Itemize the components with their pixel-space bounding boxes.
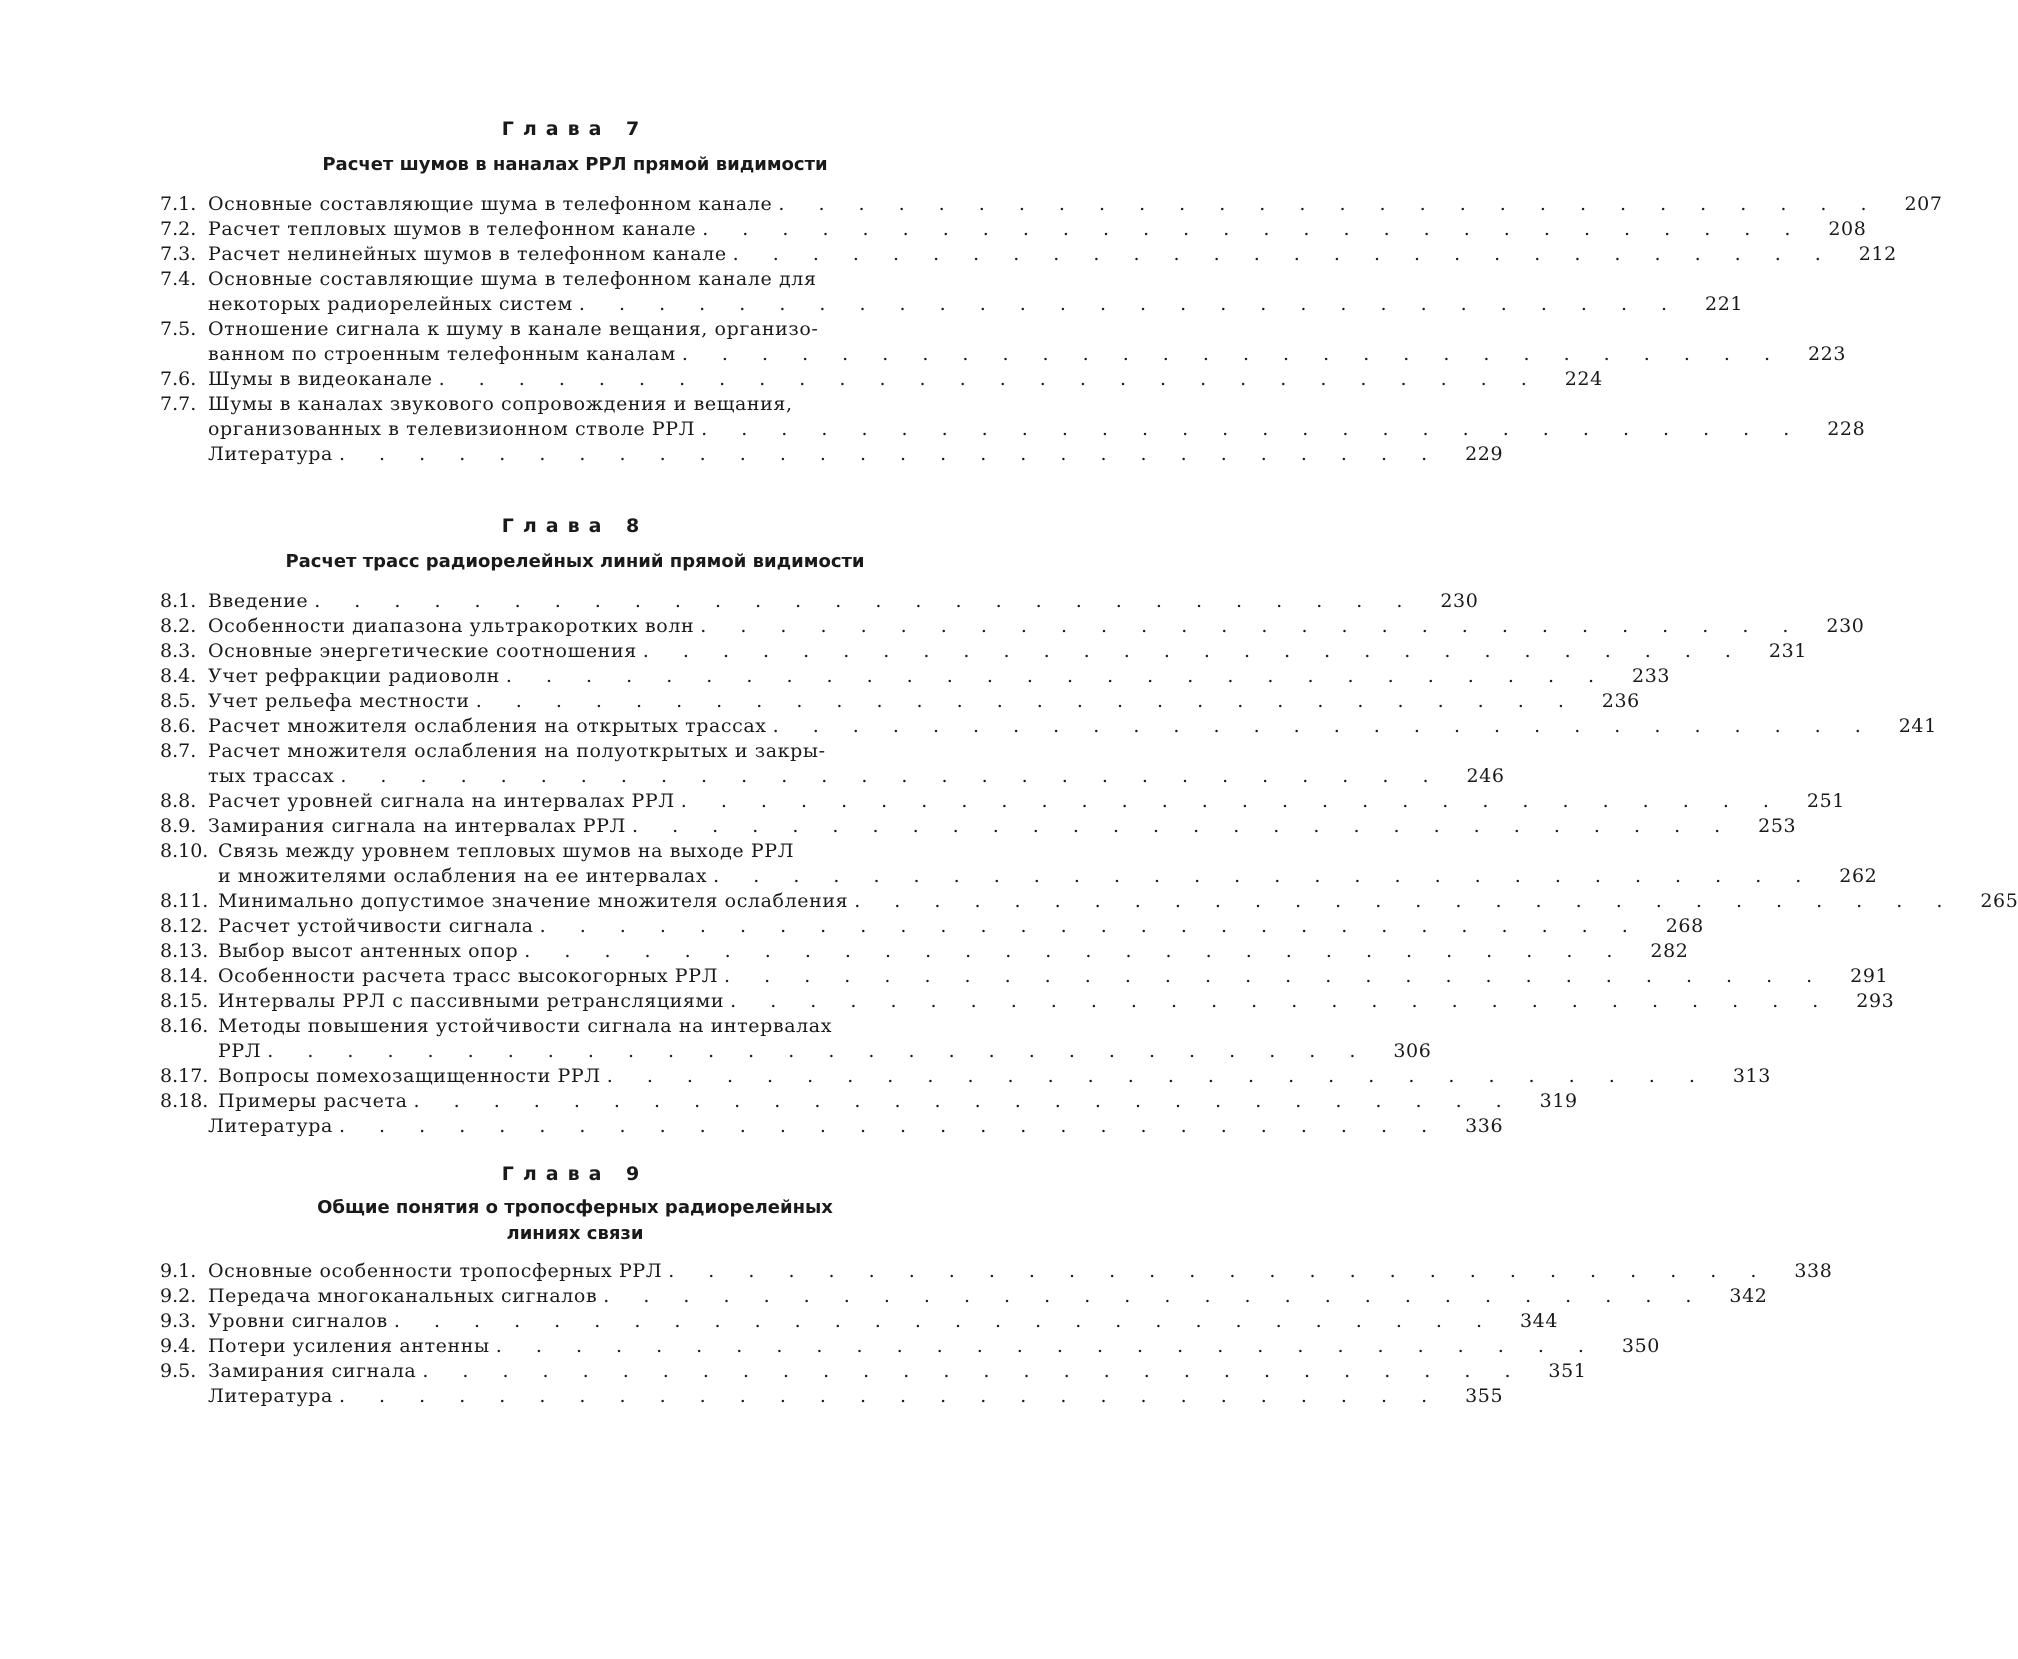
section-title-line <box>208 317 1846 342</box>
chapter-title <box>160 1195 990 1247</box>
section-title-line <box>208 392 1865 417</box>
toc-entry[interactable] <box>160 789 1845 814</box>
section-title-line <box>208 814 1796 839</box>
toc-entry[interactable] <box>160 367 1603 392</box>
page-number: 351 <box>1548 1360 1587 1382</box>
leader-dots: . . . . . . . . . . . . . . . . . . . . . . . . . . . . <box>603 1285 1706 1307</box>
section-title <box>218 839 1877 889</box>
toc-entry[interactable] <box>160 889 2018 914</box>
section-number: 8.5. <box>160 690 197 712</box>
leader-dots: . . . . . . . . . . . . . . . . . . . . . . . . . . . . <box>632 815 1735 837</box>
section-number: 9.5. <box>160 1360 197 1382</box>
toc-entry[interactable] <box>160 589 1479 614</box>
section-title-line <box>208 242 1897 267</box>
section-title-text: Связь между уровнем тепловых шумов на выходе РРЛ <box>218 840 795 862</box>
toc-entry[interactable] <box>160 242 1897 267</box>
section-number: 9.1. <box>160 1260 197 1282</box>
section-number: 8.16. <box>160 1015 209 1037</box>
chapter-label: Глава 7 <box>501 118 649 140</box>
section-title-text: Выбор высот антенных опор <box>218 940 519 962</box>
section-title-text: Расчет множителя ослабления на полуоткрытых и закры- <box>208 740 826 762</box>
leader-dots: . . . . . . . . . . . . . . . . . . . . . . . . . . . . <box>700 615 1803 637</box>
section-title <box>218 889 2018 914</box>
toc-entry[interactable] <box>160 1014 1432 1064</box>
toc-entry[interactable] <box>160 1334 1660 1359</box>
page-number: 230 <box>1826 615 1865 637</box>
page-number: 212 <box>1858 243 1897 265</box>
section-title <box>208 1359 1587 1384</box>
section-title-line <box>208 764 1505 789</box>
section-title-text: Учет рефракции радиоволн <box>208 665 500 687</box>
toc-entry[interactable] <box>160 1309 1559 1334</box>
section-title-line <box>208 1309 1558 1334</box>
section-title-text: Расчет уровней сигнала на интервалах РРЛ <box>208 790 675 812</box>
section-title-text: Расчет тепловых шумов в телефонном канале <box>208 218 697 240</box>
section-title <box>218 939 1688 964</box>
section-title <box>208 789 1845 814</box>
section-number: 8.7. <box>160 740 197 762</box>
page-number: 223 <box>1807 343 1847 365</box>
section-title-line <box>218 989 1894 1014</box>
section-title-line <box>208 639 1807 664</box>
section-title <box>218 914 1704 939</box>
toc-entry[interactable] <box>160 664 1671 689</box>
section-title-text: Минимально допустимое значение множителя ослабления <box>218 890 849 912</box>
toc-entry[interactable] <box>160 1359 1587 1384</box>
page-number: 268 <box>1665 915 1704 937</box>
page-number: 224 <box>1564 368 1603 390</box>
leader-dots: . . . . . . . . . . . . . . . . . . . . . . . . . . . . <box>340 765 1443 787</box>
page-number: 291 <box>1850 965 1889 987</box>
page-number: 233 <box>1632 665 1671 687</box>
section-title-line <box>208 292 1743 317</box>
toc-entry[interactable] <box>160 989 1895 1014</box>
toc-entry[interactable] <box>160 442 1504 467</box>
section-title <box>208 1284 1767 1309</box>
section-number: 8.11. <box>160 890 209 912</box>
section-number: 9.2. <box>160 1285 197 1307</box>
section-title-text: Основные особенности тропосферных РРЛ <box>208 1260 663 1282</box>
section-title-text: Шумы в видеоканале <box>208 368 433 390</box>
toc-entry[interactable] <box>160 714 1937 739</box>
section-title-text: Замирания сигнала на интервалах РРЛ <box>208 815 627 837</box>
chapter-label: Глава 9 <box>501 1163 649 1185</box>
leader-dots: . . . . . . . . . . . . . . . . . . . . . . . . . . . . <box>702 218 1805 240</box>
section-number: 8.8. <box>160 790 197 812</box>
section-number: 7.2. <box>160 218 197 240</box>
section-title-line <box>208 1114 1503 1139</box>
section-title-line <box>208 342 1846 367</box>
section-number: 8.10. <box>160 840 209 862</box>
toc-entry[interactable] <box>160 217 1867 242</box>
section-title-text: Вопросы помехозащищенности РРЛ <box>218 1065 601 1087</box>
page-spacer <box>817 267 879 292</box>
page-spacer <box>826 739 888 764</box>
chapter-8 <box>160 515 2018 1139</box>
section-title-line <box>208 739 1505 764</box>
toc-entry[interactable] <box>160 839 1878 889</box>
toc-entry[interactable] <box>160 939 1689 964</box>
section-number: 8.2. <box>160 615 197 637</box>
section-title-line <box>208 1284 1767 1309</box>
section-number: 8.9. <box>160 815 197 837</box>
section-title-line <box>208 789 1845 814</box>
toc-list <box>160 192 1943 467</box>
chapter-7 <box>160 118 1943 467</box>
chapter-label: Глава 8 <box>501 515 649 537</box>
page-number: 319 <box>1539 1090 1578 1112</box>
leader-dots: . . . . . . . . . . . . . . . . . . . . . . . . . . . . <box>438 368 1541 390</box>
toc-list <box>160 589 2018 1139</box>
section-title-line <box>218 864 1877 889</box>
section-title-line <box>218 1064 1771 1089</box>
section-title-text: РРЛ <box>218 1040 262 1062</box>
leader-dots: . . . . . . . . . . . . . . . . . . . . . . . . . . . . <box>772 715 1875 737</box>
section-title-text: Основные составляющие шума в телефонном канале <box>208 193 773 215</box>
section-title-line <box>208 192 1943 217</box>
section-title-line <box>218 1014 1431 1039</box>
toc-entry[interactable] <box>160 192 1943 217</box>
section-title-line <box>218 889 2018 914</box>
leader-dots: . . . . . . . . . . . . . . . . . . . . . . . . . . . . <box>413 1090 1516 1112</box>
section-title-text: ванном по строенным телефонным каналам <box>208 343 676 365</box>
section-title-text: Интервалы РРЛ с пассивными ретрансляциями <box>218 990 725 1012</box>
section-title <box>208 714 1937 739</box>
section-title <box>208 367 1603 392</box>
section-title-text: Особенности диапазона ультракоротких волн <box>208 615 695 637</box>
leader-dots: . . . . . . . . . . . . . . . . . . . . . . . . . . . . <box>338 1385 1442 1407</box>
section-title <box>208 242 1897 267</box>
leader-dots: . . . . . . . . . . . . . . . . . . . . . . . . . . . . <box>578 293 1682 315</box>
page-spacer <box>793 392 855 417</box>
leader-dots: . . . . . . . . . . . . . . . . . . . . . . . . . . . . <box>713 865 1816 887</box>
section-title-text: Литература <box>208 1385 333 1407</box>
section-title-text: Основные энергетические соотношения <box>208 640 637 662</box>
section-title <box>208 317 1846 367</box>
section-title <box>218 1014 1431 1064</box>
section-title-line <box>208 1359 1587 1384</box>
section-title <box>208 1334 1660 1359</box>
section-title-line <box>208 1334 1660 1359</box>
section-title-line <box>208 1384 1503 1409</box>
section-title-line <box>208 614 1864 639</box>
chapter-title-line: Общие понятия о тропосферных радиорелейных <box>317 1197 833 1218</box>
leader-dots: . . . . . . . . . . . . . . . . . . . . . . . . . . . . <box>393 1310 1497 1332</box>
section-number: 8.1. <box>160 590 197 612</box>
toc-entry[interactable] <box>160 964 1889 989</box>
section-number: 8.13. <box>160 940 209 962</box>
section-number: 7.3. <box>160 243 197 265</box>
section-number: 8.12. <box>160 915 209 937</box>
section-title-line <box>208 367 1603 392</box>
toc-entry[interactable] <box>160 1114 1504 1139</box>
section-title-text: Замирания сигнала <box>208 1360 417 1382</box>
page-number: 231 <box>1768 640 1807 662</box>
toc-entry[interactable] <box>160 317 1847 367</box>
leader-dots: . . . . . . . . . . . . . . . . . . . . . . . . . . . . <box>730 990 1833 1012</box>
leader-dots: . . . . . . . . . . . . . . . . . . . . . . . . . . . . <box>668 1260 1771 1282</box>
page-number: 241 <box>1898 715 1937 737</box>
page-number: 355 <box>1465 1385 1504 1407</box>
toc-entry[interactable] <box>160 1384 1504 1409</box>
page-number: 246 <box>1466 765 1505 787</box>
section-number: 7.1. <box>160 193 197 215</box>
section-title-line <box>208 689 1640 714</box>
section-title-text: Потери усиления антенны <box>208 1335 490 1357</box>
section-title-text: Введение <box>208 590 309 612</box>
toc-list <box>160 1259 1833 1409</box>
page-number: 342 <box>1729 1285 1768 1307</box>
leader-dots: . . . . . . . . . . . . . . . . . . . . . . . . . . . . <box>338 443 1442 465</box>
page-number: 208 <box>1828 218 1867 240</box>
section-title-text: Шумы в каналах звукового сопровождения и вещания, <box>208 393 793 415</box>
section-title <box>208 392 1865 442</box>
leader-dots: . . . . . . . . . . . . . . . . . . . . . . . . . . . . <box>422 1360 1525 1382</box>
leader-dots: . . . . . . . . . . . . . . . . . . . . . . . . . . . . <box>338 1115 1442 1137</box>
section-title-line <box>218 1039 1431 1064</box>
page-number: 229 <box>1465 443 1504 465</box>
section-number <box>160 442 208 467</box>
page-number: 230 <box>1440 590 1479 612</box>
section-number: 8.3. <box>160 640 197 662</box>
toc-entry[interactable] <box>160 914 1704 939</box>
page-number: 313 <box>1732 1065 1771 1087</box>
section-title <box>208 739 1505 789</box>
section-title <box>208 267 1743 317</box>
chapter-title-line: линиях связи <box>506 1223 644 1244</box>
section-number: 7.7. <box>160 393 197 415</box>
leader-dots: . . . . . . . . . . . . . . . . . . . . . . . . . . . . <box>724 965 1827 987</box>
page-number: 253 <box>1758 815 1797 837</box>
page-number: 228 <box>1827 418 1866 440</box>
toc-entry[interactable] <box>160 639 1807 664</box>
section-title <box>208 689 1640 714</box>
section-title <box>208 589 1478 614</box>
section-title-text: Примеры расчета <box>218 1090 408 1112</box>
page-number: 344 <box>1519 1310 1559 1332</box>
page-number: 251 <box>1806 790 1845 812</box>
page-number: 282 <box>1650 940 1689 962</box>
page-number: 336 <box>1465 1115 1504 1137</box>
section-number: 8.15. <box>160 990 209 1012</box>
section-number: 7.6. <box>160 368 197 390</box>
leader-dots: . . . . . . . . . . . . . . . . . . . . . . . . . . . . <box>495 1335 1598 1357</box>
section-title <box>218 964 1888 989</box>
section-title-line <box>218 939 1688 964</box>
section-title-text: Расчет нелинейных шумов в телефонном канале <box>208 243 727 265</box>
section-title-line <box>208 589 1478 614</box>
section-title <box>218 1064 1771 1089</box>
section-title-text: организованных в телевизионном стволе РРЛ <box>208 418 696 440</box>
section-title <box>208 1384 1503 1409</box>
section-title-text: тых трассах <box>208 765 335 787</box>
section-title <box>208 639 1807 664</box>
section-number: 9.4. <box>160 1335 197 1357</box>
page-number: 350 <box>1621 1335 1660 1357</box>
section-title-line <box>218 964 1888 989</box>
section-title-text: Литература <box>208 443 333 465</box>
toc-entry[interactable] <box>160 814 1797 839</box>
section-number: 7.5. <box>160 318 197 340</box>
page-number: 221 <box>1705 293 1744 315</box>
section-title-text: Отношение сигнала к шуму в канале вещания, организо- <box>208 318 819 340</box>
section-title-line <box>218 1089 1578 1114</box>
page-number: 207 <box>1904 193 1943 215</box>
page-spacer <box>818 317 880 342</box>
section-number: 9.3. <box>160 1310 197 1332</box>
page-number: 262 <box>1839 865 1878 887</box>
section-title-line <box>208 267 1743 292</box>
toc-entry[interactable] <box>160 1284 1768 1309</box>
section-title-text: Расчет устойчивости сигнала <box>218 915 534 937</box>
leader-dots: . . . . . . . . . . . . . . . . . . . . . . . . . . . . <box>606 1065 1709 1087</box>
page-number: 293 <box>1856 990 1895 1012</box>
section-title-line <box>208 664 1670 689</box>
page-number: 236 <box>1601 690 1640 712</box>
leader-dots: . . . . . . . . . . . . . . . . . . . . . . . . . . . . <box>505 665 1609 687</box>
chapter-title <box>160 549 990 575</box>
toc-entry[interactable] <box>160 1064 1771 1089</box>
section-title <box>218 989 1894 1014</box>
leader-dots: . . . . . . . . . . . . . . . . . . . . . . . . . . . . <box>732 243 1835 265</box>
section-title <box>208 614 1864 639</box>
section-title-line <box>218 839 1877 864</box>
chapter-title-line: Расчет трасс радиорелейных линий прямой видимости <box>285 551 865 572</box>
section-title-line <box>208 217 1866 242</box>
chapter-title-line: Расчет шумов в наналах РРЛ прямой видимости <box>322 154 828 175</box>
section-title <box>208 217 1866 242</box>
section-title-text: Учет рельефа местности <box>208 690 470 712</box>
page-spacer <box>832 1014 894 1039</box>
leader-dots: . . . . . . . . . . . . . . . . . . . . . . . . . . . . <box>539 915 1642 937</box>
section-title <box>208 192 1943 217</box>
section-title-text: Основные составляющие шума в телефонном канале для <box>208 268 817 290</box>
section-title <box>208 1309 1558 1334</box>
section-title-line <box>208 417 1865 442</box>
section-title-text: Уровни сигналов <box>208 1310 388 1332</box>
page-number: 338 <box>1794 1260 1833 1282</box>
section-title-line <box>208 714 1937 739</box>
leader-dots: . . . . . . . . . . . . . . . . . . . . . . . . . . . . <box>680 790 1783 812</box>
toc-entry[interactable] <box>160 614 1865 639</box>
section-title <box>208 442 1503 467</box>
chapter-9 <box>160 1163 1833 1409</box>
section-title-line <box>218 914 1704 939</box>
section-title <box>208 1114 1503 1139</box>
section-title-text: некоторых радиорелейных систем <box>208 293 573 315</box>
leader-dots: . . . . . . . . . . . . . . . . . . . . . . . . . . . . <box>681 343 1785 365</box>
leader-dots: . . . . . . . . . . . . . . . . . . . . . . . . . . . . <box>475 690 1578 712</box>
section-title <box>218 1089 1578 1114</box>
section-title-text: Расчет множителя ослабления на открытых трассах <box>208 715 767 737</box>
section-number: 8.4. <box>160 665 197 687</box>
section-title-text: Методы повышения устойчивости сигнала на интервалах <box>218 1015 833 1037</box>
section-number <box>160 1114 208 1139</box>
toc-entry[interactable] <box>160 1089 1578 1114</box>
leader-dots: . . . . . . . . . . . . . . . . . . . . . . . . . . . . <box>267 1040 1370 1062</box>
section-number: 8.17. <box>160 1065 209 1087</box>
page-number: 265 <box>1980 890 2018 912</box>
section-number: 8.14. <box>160 965 209 987</box>
section-title-text: Передача многоканальных сигналов <box>208 1285 598 1307</box>
section-title-text: и множителями ослабления на ее интервалах <box>218 865 708 887</box>
toc-entry[interactable] <box>160 267 1744 317</box>
leader-dots: . . . . . . . . . . . . . . . . . . . . . . . . . . . . <box>701 418 1804 440</box>
section-title <box>208 814 1796 839</box>
toc-entry[interactable] <box>160 689 1640 714</box>
leader-dots: . . . . . . . . . . . . . . . . . . . . . . . . . . . . <box>854 890 1957 912</box>
section-title <box>208 664 1670 689</box>
section-number: 8.6. <box>160 715 197 737</box>
section-title-line <box>208 442 1503 467</box>
leader-dots: . . . . . . . . . . . . . . . . . . . . . . . . . . . . <box>524 940 1627 962</box>
toc-entry[interactable] <box>160 392 1866 442</box>
leader-dots: . . . . . . . . . . . . . . . . . . . . . . . . . . . . <box>642 640 1745 662</box>
toc-entry[interactable] <box>160 739 1505 789</box>
section-title <box>208 1259 1832 1284</box>
leader-dots: . . . . . . . . . . . . . . . . . . . . . . . . . . . . <box>314 590 1417 612</box>
section-number: 8.18. <box>160 1090 209 1112</box>
chapter-title <box>160 152 990 178</box>
page-spacer <box>794 839 856 864</box>
section-title-text: Литература <box>208 1115 333 1137</box>
leader-dots: . . . . . . . . . . . . . . . . . . . . . . . . . . . . <box>778 193 1881 215</box>
page-number: 306 <box>1393 1040 1432 1062</box>
toc-entry[interactable] <box>160 1259 1833 1284</box>
section-number <box>160 1384 208 1409</box>
section-title-line <box>208 1259 1832 1284</box>
section-title-text: Особенности расчета трасс высокогорных РРЛ <box>218 965 719 987</box>
section-number: 7.4. <box>160 268 197 290</box>
